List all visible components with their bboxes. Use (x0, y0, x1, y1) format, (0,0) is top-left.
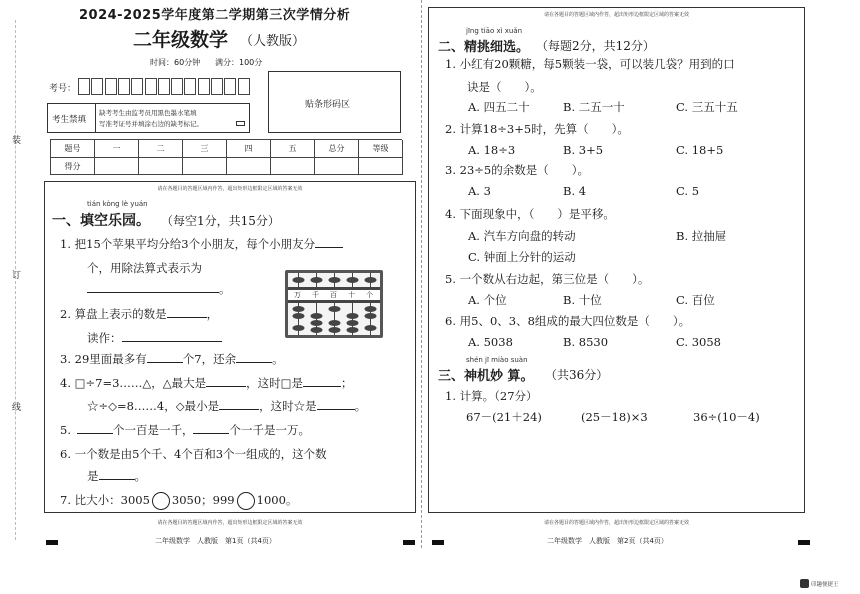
s1-q1-line3: 。 (87, 281, 231, 297)
abacus-place-label: 个 (366, 291, 373, 299)
s2-q2-opt-a[interactable]: A. 18÷3 (468, 143, 516, 157)
s1-q3: 3. 29里面最多有 个7，还余 。 (60, 352, 284, 366)
s2-pinyin: jīng tiāo xì xuǎn (466, 27, 523, 35)
s3-expr-2: (25－18)×3 (581, 410, 648, 424)
score-row-label: 得分 (51, 158, 95, 176)
margin-char-2: 订 (12, 271, 22, 281)
score-cell[interactable] (271, 158, 315, 176)
s1-q7: 7. 比大小：3005 3050；999 1000。 (60, 492, 297, 510)
answer-blank[interactable] (77, 422, 113, 434)
s1-title: 一、填空乐园。 (52, 213, 150, 229)
s1-q2-line1: 2. 算盘上表示的数是 ， (60, 307, 219, 321)
id-digit-box[interactable] (171, 78, 183, 95)
abacus (285, 270, 383, 338)
barcode-label: 贴条形码区 (305, 100, 351, 110)
s1-q2-line2: 读作： (87, 330, 222, 346)
s2-q6-opt-a[interactable]: A. 5038 (468, 335, 513, 349)
s3-expr-1: 67－(21＋24) (466, 410, 542, 424)
answer-blank[interactable] (303, 375, 341, 387)
answer-blank[interactable] (219, 398, 259, 410)
s2-q5-opt-a[interactable]: A. 个位 (468, 293, 507, 307)
s2-q1-line1: 1. 小红有20颗糖，每5颗装一袋，可以装几袋？用到的口 (445, 57, 735, 71)
id-label: 考号： (49, 84, 77, 94)
compare-circle[interactable] (237, 492, 255, 510)
s2-q3-opt-a[interactable]: A. 3 (468, 184, 491, 198)
notice-bottom-left: 请在各题目的答题区域内作答，超出矩形边框限定区域的答案无效 (157, 520, 303, 526)
id-digit-box[interactable] (184, 78, 196, 95)
registration-mark (798, 540, 810, 545)
s2-points: （每题2分，共12分） (536, 39, 655, 53)
id-digit-box[interactable] (78, 78, 90, 95)
id-digit-box[interactable] (238, 78, 250, 95)
ban-note-2: 写准考证号并填涂右边的缺考标记。 (99, 120, 203, 128)
abacus-place-label: 千 (312, 291, 319, 299)
s3-title: 三、神机妙 算。 (438, 369, 534, 384)
s2-q1-line2: 诀是（ ）。 (467, 80, 542, 94)
score-table-header: 三 (183, 140, 227, 158)
s2-q4-opt-b[interactable]: B. 拉抽屉 (676, 229, 727, 243)
s2-q6: 6. 用5、0、3、8组成的最大四位数是（ ）。 (445, 314, 691, 328)
score-cell[interactable] (359, 158, 403, 176)
logo-text: 印趣便捷王 (811, 582, 839, 588)
s2-q3-opt-c[interactable]: C. 5 (676, 184, 700, 198)
answer-blank[interactable] (167, 306, 207, 318)
id-digit-box[interactable] (131, 78, 143, 95)
score-table-header: 总分 (315, 140, 359, 158)
id-digit-box[interactable] (91, 78, 103, 95)
s2-q4: 4. 下面现象中，（ ）是平移。 (445, 207, 615, 221)
score-cell[interactable] (227, 158, 271, 176)
s1-q1-line1: 1. 把15个苹果平均分给3个小朋友，每个小朋友分 (60, 236, 343, 252)
answer-blank[interactable] (99, 468, 135, 480)
score-table-header: 四 (227, 140, 271, 158)
margin-char-1: 装 (12, 136, 22, 146)
s2-q4-opt-a[interactable]: A. 汽车方向盘的转动 (468, 229, 576, 243)
compare-circle[interactable] (152, 492, 170, 510)
s1-q1-line2: 个，用除法算式表示为 (87, 261, 202, 275)
s2-q6-opt-c[interactable]: C. 3058 (676, 335, 721, 349)
s2-q1-opt-a[interactable]: A. 四五二十 (468, 100, 530, 114)
fold-line (421, 0, 422, 548)
answer-blank[interactable] (122, 330, 222, 342)
ban-divider (95, 103, 96, 133)
id-digit-box[interactable] (145, 78, 157, 95)
score-cell[interactable] (183, 158, 227, 176)
score-table-header: 等级 (359, 140, 403, 158)
s2-q5-opt-b[interactable]: B. 十位 (563, 293, 602, 307)
s2-q3-opt-b[interactable]: B. 4 (563, 184, 587, 198)
abacus-place-label: 十 (348, 291, 355, 299)
s2-q1-opt-c[interactable]: C. 三五十五 (676, 100, 738, 114)
id-digit-box[interactable] (224, 78, 236, 95)
s3-points: （共36分） (545, 368, 609, 382)
s2-q5: 5. 一个数从右边起，第三位是（ ）。 (445, 272, 650, 286)
score-table-header: 题号 (51, 140, 95, 158)
s2-q4-opt-c[interactable]: C. 钟面上分针的运动 (468, 250, 576, 264)
margin-char-3: 线 (12, 403, 22, 413)
score-table-header: 二 (139, 140, 183, 158)
absent-mark-box[interactable] (236, 121, 245, 126)
id-digit-box[interactable] (198, 78, 210, 95)
s1-points: （每空1分，共15分） (161, 214, 280, 228)
score-table-header: 一 (95, 140, 139, 158)
score-cell[interactable] (139, 158, 183, 176)
s1-q6-line2: 是 。 (87, 469, 146, 483)
answer-blank[interactable] (236, 351, 272, 363)
logo-icon (800, 579, 809, 588)
exam-title: 2024-2025学年度第二学期第三次学情分析 (79, 8, 351, 23)
s1-q4-line1: 4. □÷7=3……△，△最大是 ，这时□是 ； (60, 376, 353, 390)
s3-pinyin: shén jī miào suàn (466, 356, 528, 364)
answer-blank[interactable] (315, 236, 343, 248)
answer-blank[interactable] (317, 398, 355, 410)
score-cell[interactable] (95, 158, 139, 176)
subject-title: 二年级数学 (133, 29, 229, 51)
s3-expr-3: 36÷(10－4) (693, 410, 760, 424)
answer-blank[interactable] (87, 281, 219, 293)
footer-left: 二年级数学 人教版 第1页（共4页） (155, 537, 276, 545)
section-1-frame (44, 181, 416, 513)
score-label: 满分：100分 (215, 58, 263, 67)
registration-mark (403, 540, 415, 545)
s2-q1-opt-b[interactable]: B. 二五一十 (563, 100, 625, 114)
s2-q2-opt-c[interactable]: C. 18+5 (676, 143, 724, 157)
s2-q3: 3. 23÷5的余数是（ ）。 (445, 163, 589, 177)
score-table (50, 139, 402, 175)
id-digit-box[interactable] (158, 78, 170, 95)
s3-q1: 1. 计算。（27分） (445, 389, 538, 403)
s1-q4-line2: ☆÷◇=8……4，◇最小是 ，这时☆是 。 (87, 399, 367, 413)
score-cell[interactable] (315, 158, 359, 176)
s1-pinyin: tián kòng lè yuán (87, 200, 148, 208)
ban-label: 考生禁填 (52, 115, 87, 125)
answer-blank[interactable] (193, 422, 229, 434)
abacus-place-label: 百 (330, 291, 337, 299)
answer-blank[interactable] (206, 375, 246, 387)
id-digit-box[interactable] (211, 78, 223, 95)
s2-q5-opt-c[interactable]: C. 百位 (676, 293, 715, 307)
s2-q2-opt-b[interactable]: B. 3+5 (563, 143, 604, 157)
edition-label: （人教版） (240, 34, 306, 49)
time-label: 时间：60分钟 (150, 58, 201, 67)
id-digit-box[interactable] (105, 78, 117, 95)
answer-blank[interactable] (147, 351, 183, 363)
score-table-header: 五 (271, 140, 315, 158)
s1-q5: 5. 个一百是一千， 个一千是一万。 (60, 423, 310, 437)
notice-top-left: 请在各题目的答题区域内作答，超出矩形边框限定区域的答案无效 (157, 186, 303, 192)
registration-mark (46, 540, 58, 545)
notice-bottom-right: 请在各题目的答题区域内作答，超出矩形边框限定区域的答案无效 (543, 520, 689, 526)
s2-q2: 2. 计算18÷3+5时，先算（ ）。 (445, 122, 629, 136)
ban-note-1: 缺考考生由监考员用黑色墨水笔填 (99, 109, 197, 117)
s1-q6-line1: 6. 一个数是由5个千、4个百和3个一组成的，这个数 (60, 447, 327, 461)
registration-mark (432, 540, 444, 545)
abacus-place-label: 万 (294, 291, 301, 299)
s2-title: 二、精挑细选。 (438, 40, 530, 55)
notice-top-right: 请在各题目的答题区域内作答，超出矩形边框限定区域的答案无效 (543, 12, 689, 18)
s2-q6-opt-b[interactable]: B. 8530 (563, 335, 609, 349)
footer-right: 二年级数学 人教版 第2页（共4页） (547, 537, 668, 545)
id-digit-box[interactable] (118, 78, 130, 95)
